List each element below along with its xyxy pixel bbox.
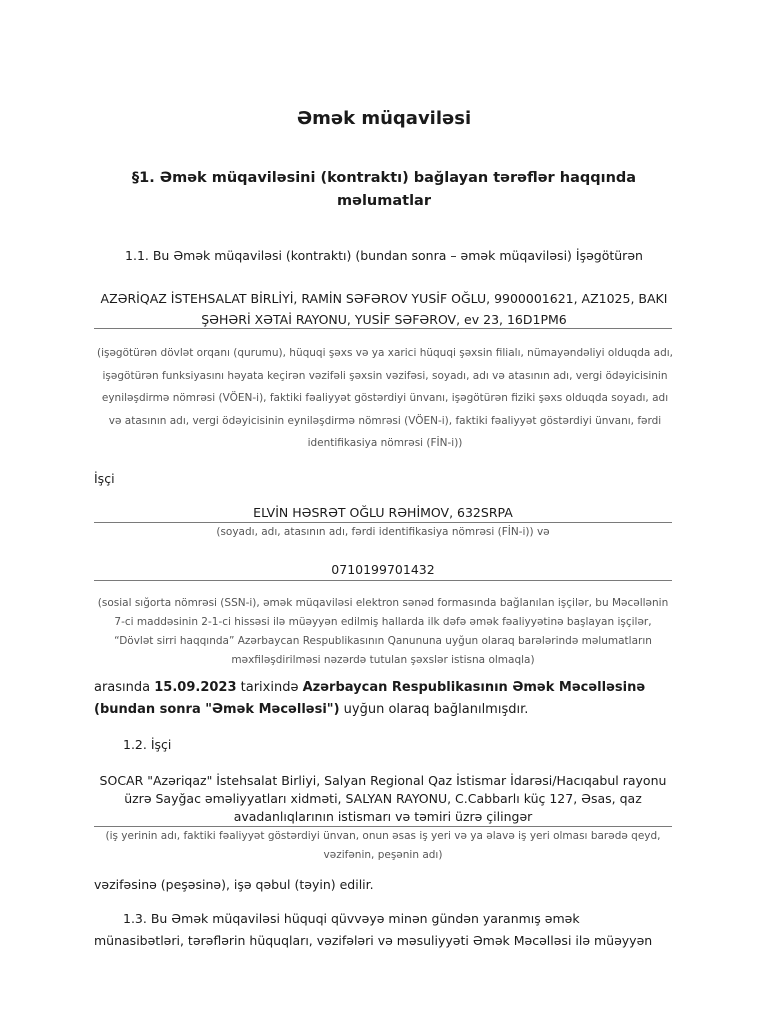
workplace-info: SOCAR "Azəriqaz" İstehsalat Birliyi, Salyan Regional Qaz İstismar İdarəsi/Hacıqabul rayonu üzrə Sayğac əməliyyatları xidməti, SALYAN RAYONU, C.Cabbarlı küç 127, Əsas, qaz avadanlıqlarının istismarı və təmiri üzrə çilingər (99, 773, 667, 824)
between-prefix: arasında (94, 680, 155, 695)
ssn-note: (sosial sığorta nömrəsi (SSN-i), əmək müqaviləsi elektron sənəd formasında bağlanılan işçilər, bu Məcəllənin 7-ci maddəsinin 2-1-ci hissəsi ilə müəyyən edilmiş hallarda ilk dəfə əmək fəaliyyətinə başlayan işçilər, “Dövlət sirri haqqında” Azərbaycan Respublikasının Qanununa uyğun olaraq barələrində məlumatların məxfiləşdirilməsi nəzərdə tutulan şəxslər istisna olmaqla) (97, 597, 669, 666)
employer-note: (işəgötürən dövlət orqanı (qurumu), hüquqi şəxs və ya xarici hüquqi şəxsin filialı, nümayəndəliyi olduqda adı, işəgötürən funksiyasını həyata keçirən vəzifəli şəxsin vəzifəsi, soyadı, adı və atasının adı, vergi ödəyicisinin eyniləşdirmə nömrəsi (VÖEN-i), faktiki fəaliyyət göstərdiyi ünvanı, işəgötürən fiziki şəxs olduqda soyadı, adı və atasının adı, vergi ödəyicisinin eyniləşdirmə nömrəsi (VÖEN-i), faktiki fəaliyyət göstərdiyi ünvanı, fərdi identifikasiya nömrəsi (FİN-i)) (96, 347, 674, 449)
between-suffix: uyğun olaraq bağlanılmışdır. (339, 702, 529, 717)
clause-1-2: 1.2. İşçi (123, 737, 172, 752)
employee-label: İşçi (94, 471, 115, 486)
clause-1-1: 1.1. Bu Əmək müqaviləsi (kontraktı) (bundan sonra – əmək müqaviləsi) İşəgötürən (125, 248, 643, 263)
employee-name: ELVİN HƏSRƏT OĞLU RƏHİMOV, 632SRPA (253, 505, 513, 520)
employer-underline (94, 328, 672, 329)
employer-info: AZƏRİQAZ İSTEHSALAT BİRLİYİ, RAMİN SƏFƏROV YUSİF OĞLU, 9900001621, AZ1025, BAKI ŞƏHƏRİ XƏTAİ RAYONU, YUSİF SƏFƏROV, ev 23, 16D1PM6 (100, 291, 668, 327)
document-title: Əmək müqaviləsi (296, 108, 472, 129)
workplace-note: (iş yerinin adı, faktiki fəaliyyət göstərdiyi ünvan, onun əsas iş yeri və ya əlavə iş yeri olması barədə qeyd, vəzifənin, peşənin adı) (105, 830, 661, 861)
between-mid: tarixində (236, 680, 303, 695)
clause-1-3-line2: münasibətləri, tərəflərin hüquqları, vəzifələri və məsuliyyəti Əmək Məcəlləsi ilə müəyyən (94, 933, 653, 948)
ssn-underline (94, 580, 672, 581)
position-sentence: vəzifəsinə (peşəsinə), işə qəbul (təyin) edilir. (94, 877, 374, 892)
employee-name-note: (soyadı, adı, atasının adı, fərdi identifikasiya nömrəsi (FİN-i)) və (216, 526, 550, 538)
between-sentence (94, 677, 674, 721)
contract-date: 15.09.2023 (154, 680, 237, 695)
law-name: Azərbaycan Respublikasının Əmək Məcəlləsinə (bundan sonra "Əmək Məcəlləsi") (94, 680, 646, 717)
ssn-value: 0710199701432 (331, 562, 435, 577)
section-title: §1. Əmək müqaviləsini (kontraktı) bağlayan tərəflər haqqında məlumatlar (131, 170, 637, 209)
clause-1-3-line1: 1.3. Bu Əmək müqaviləsi hüquqi qüvvəyə minən gündən yaranmış əmək (123, 911, 580, 926)
